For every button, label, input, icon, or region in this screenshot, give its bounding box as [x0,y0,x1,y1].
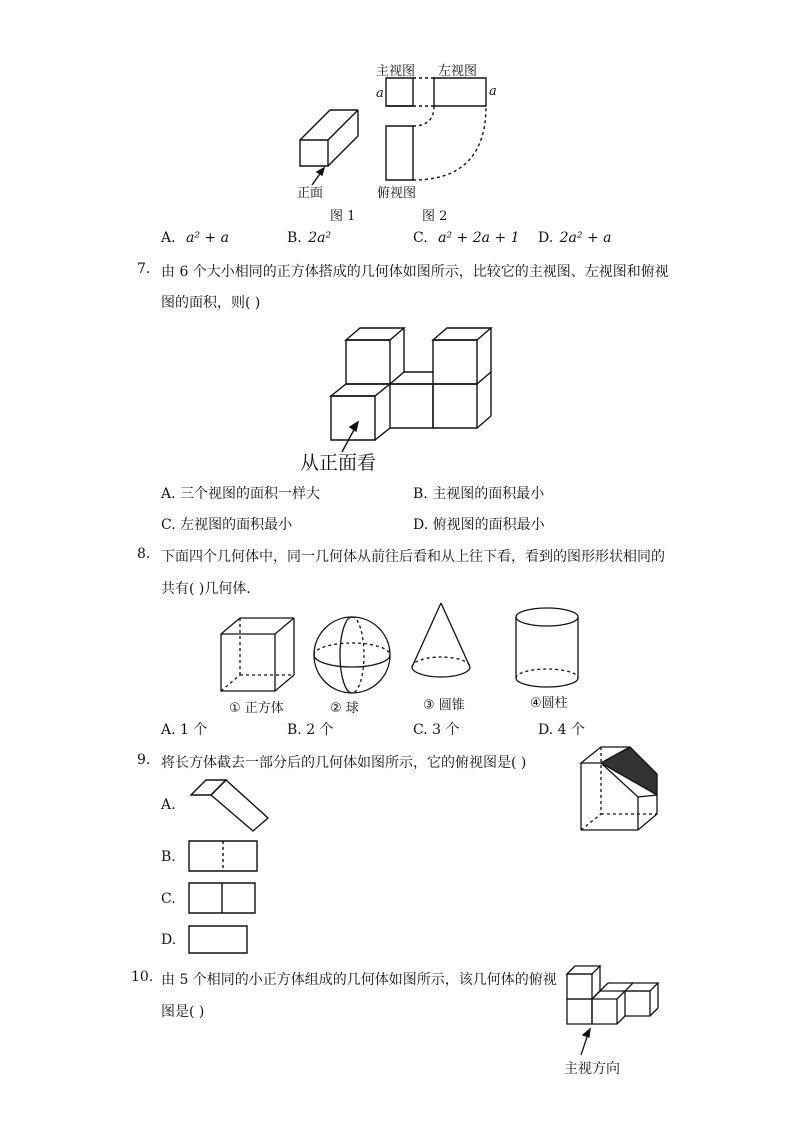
q9-stem-line1: 将长方体截去一部分后的几何体如图所示，它的俯视图是( ) [161,755,527,771]
q7-figure-label: 从正面看 [300,452,377,474]
q10-stem-line1: 由 5 个相同的小正方体组成的几何体如图所示，该几何体的俯视 [161,972,557,988]
q8-option-a[interactable]: A. 1 个 [161,722,208,738]
q9-number: 9. [137,752,151,768]
dimension-a-left: a [376,86,384,101]
q6-option-a-text: a² + a [186,230,229,246]
q9-option-c[interactable]: C. [161,891,176,907]
q8-stem-line1: 下面四个几何体中，同一几何体从前往后看和从上往下看，看到的图形形状相同的 [161,549,665,565]
q6-option-d-letter: D. [538,230,554,246]
q9-option-a[interactable]: A. [161,797,176,813]
q6-option-c-letter: C. [413,230,428,246]
q8-option-b[interactable]: B. 2 个 [287,722,334,738]
q10-stem-line2: 图是( ) [161,1004,205,1020]
q6-option-b-letter: B. [287,230,302,246]
q7-option-c[interactable]: C. 左视图的面积最小 [161,517,293,533]
dimension-a-right: a [489,84,497,99]
q6-option-a-letter: A. [161,230,176,246]
q7-option-a[interactable]: A. 三个视图的面积一样大 [161,486,321,502]
q8-shape-1-label: ① 正方体 [229,701,284,716]
front-view-label: 主视图 [376,64,416,79]
q7-stem-line1: 由 6 个大小相同的正方体搭成的几何体如图所示，比较它的主视图、左视图和俯视 [161,264,669,280]
q9-option-b[interactable]: B. [161,849,176,865]
q7-option-d[interactable]: D. 俯视图的面积最小 [413,517,545,533]
q7-stem-line2: 图的面积，则( ) [161,295,261,311]
figure-1-caption: 图 1 [330,209,356,224]
q8-shape-2-label: ② 球 [330,701,359,716]
q8-shape-3-label: ③ 圆锥 [423,698,465,713]
top-view-label: 俯视图 [377,186,417,201]
q9-option-d[interactable]: D. [161,932,177,948]
q8-stem-line2: 共有( )几何体． [161,581,261,597]
q6-option-c-text: a² + 2a + 1 [438,230,520,246]
q8-option-d[interactable]: D. 4 个 [538,722,585,738]
front-face-label: 正面 [297,186,324,201]
q8-shape-4-label: ④圆柱 [530,696,568,711]
q10-figure-label: 主视方向 [564,1061,620,1077]
q8-number: 8. [137,546,151,562]
q8-option-c[interactable]: C. 3 个 [413,722,460,738]
q6-option-b-text: 2a² [308,230,332,246]
q10-number: 10. [131,969,154,985]
q7-number: 7. [137,261,151,277]
figure-2-caption: 图 2 [422,209,448,224]
left-view-label: 左视图 [438,64,478,79]
q6-option-d-text: 2a² + a [559,230,612,246]
q7-option-b[interactable]: B. 主视图的面积最小 [413,486,545,502]
